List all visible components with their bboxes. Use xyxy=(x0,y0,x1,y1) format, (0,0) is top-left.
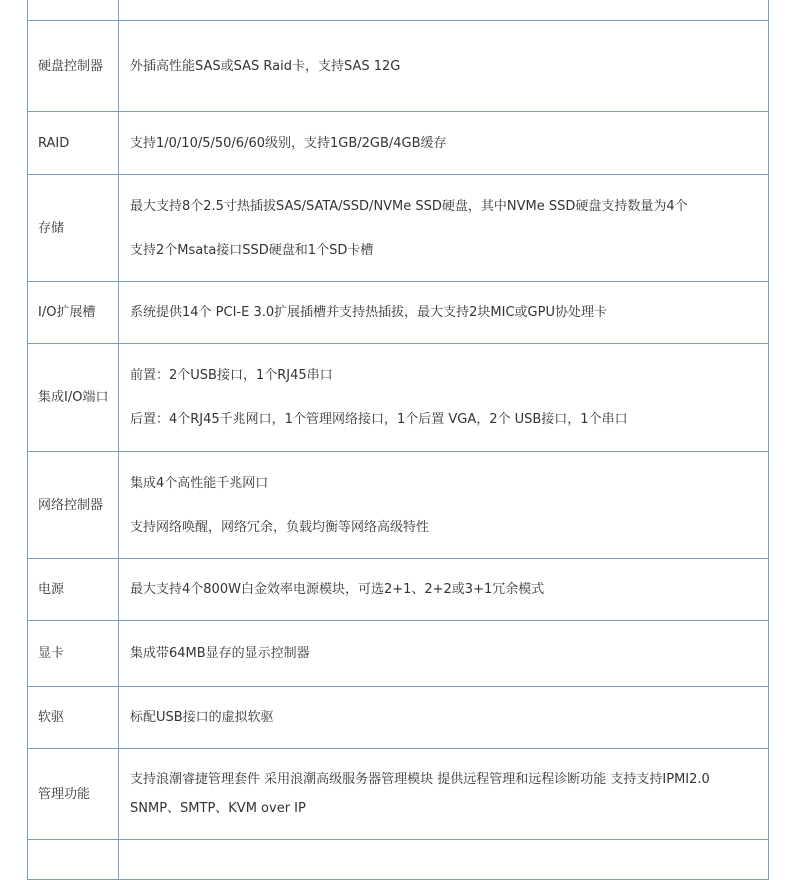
row-value-line: SNMP、SMTP、KVM over IP xyxy=(130,801,306,816)
row-label: 硬盘控制器 xyxy=(28,21,119,112)
row-value xyxy=(119,621,769,687)
row-value-line: 前置：2个USB接口，1个RJ45串口 xyxy=(130,368,333,383)
row-value-line: 集成4个高性能千兆网口 xyxy=(130,475,269,491)
row-value-line: 后置：4个RJ45千兆网口，1个管理网络接口，1个后置 VGA，2个 USB接口，1个串口 xyxy=(130,412,628,427)
row-value-line: 支持网络唤醒，网络冗余，负载均衡等网络高级特性 xyxy=(130,519,430,535)
row-value-line: 最大支持8个2.5寸热插拔SAS/SATA/SSD/NVMe SSD硬盘，其中NVMe SSD硬盘支持数量为4个 xyxy=(130,198,688,214)
row-value xyxy=(119,452,769,559)
row-value-line: 系统提供14个 PCI-E 3.0扩展插槽并支持热插拔，最大支持2块MIC或GPU协处理卡 xyxy=(130,305,607,320)
row-label: RAID xyxy=(28,112,119,175)
row-value-line: 最大支持4个800W白金效率电源模块，可选2+1、2+2或3+1冗余模式 xyxy=(130,582,545,597)
table-row xyxy=(28,0,769,21)
row-label: 管理功能 xyxy=(28,749,119,840)
row-label: 软驱 xyxy=(28,687,119,749)
table-row xyxy=(28,21,769,112)
row-value-line: 支持1/0/10/5/50/6/60级别，支持1GB/2GB/4GB缓存 xyxy=(130,135,447,151)
row-label: 显卡 xyxy=(28,621,119,687)
row-value-line: 支持2个Msata接口SSD硬盘和1个SD卡槽 xyxy=(130,242,374,258)
table-row xyxy=(28,840,769,880)
table-row xyxy=(28,559,769,621)
row-value xyxy=(119,0,769,21)
row-value-line: 外插高性能SAS或SAS Raid卡，支持SAS 12G xyxy=(130,58,401,74)
row-value xyxy=(119,21,769,112)
row-label: I/O扩展槽 xyxy=(28,282,119,344)
row-label: 电源 xyxy=(28,559,119,621)
row-label xyxy=(28,840,119,880)
table-row xyxy=(28,621,769,687)
table-row xyxy=(28,344,769,452)
row-value-line: 支持浪潮睿捷管理套件 采用浪潮高级服务器管理模块 提供远程管理和远程诊断功能 支持支持IPMI2.0 xyxy=(130,772,710,787)
row-value xyxy=(119,344,769,452)
row-value xyxy=(119,749,769,840)
row-label: 网络控制器 xyxy=(28,452,119,559)
row-value-line: 标配USB接口的虚拟软驱 xyxy=(130,710,274,725)
spec-table xyxy=(27,0,769,880)
table-row xyxy=(28,687,769,749)
row-value xyxy=(119,840,769,880)
row-value xyxy=(119,559,769,621)
row-value xyxy=(119,112,769,175)
table-row xyxy=(28,749,769,840)
row-value xyxy=(119,282,769,344)
row-label xyxy=(28,0,119,21)
table-row xyxy=(28,112,769,175)
table-row xyxy=(28,175,769,282)
row-value-line: 集成带64MB显存的显示控制器 xyxy=(130,646,310,661)
row-label: 存储 xyxy=(28,175,119,282)
row-value xyxy=(119,687,769,749)
table-row xyxy=(28,452,769,559)
row-value xyxy=(119,175,769,282)
row-label: 集成I/O端口 xyxy=(28,344,119,452)
table-row xyxy=(28,282,769,344)
